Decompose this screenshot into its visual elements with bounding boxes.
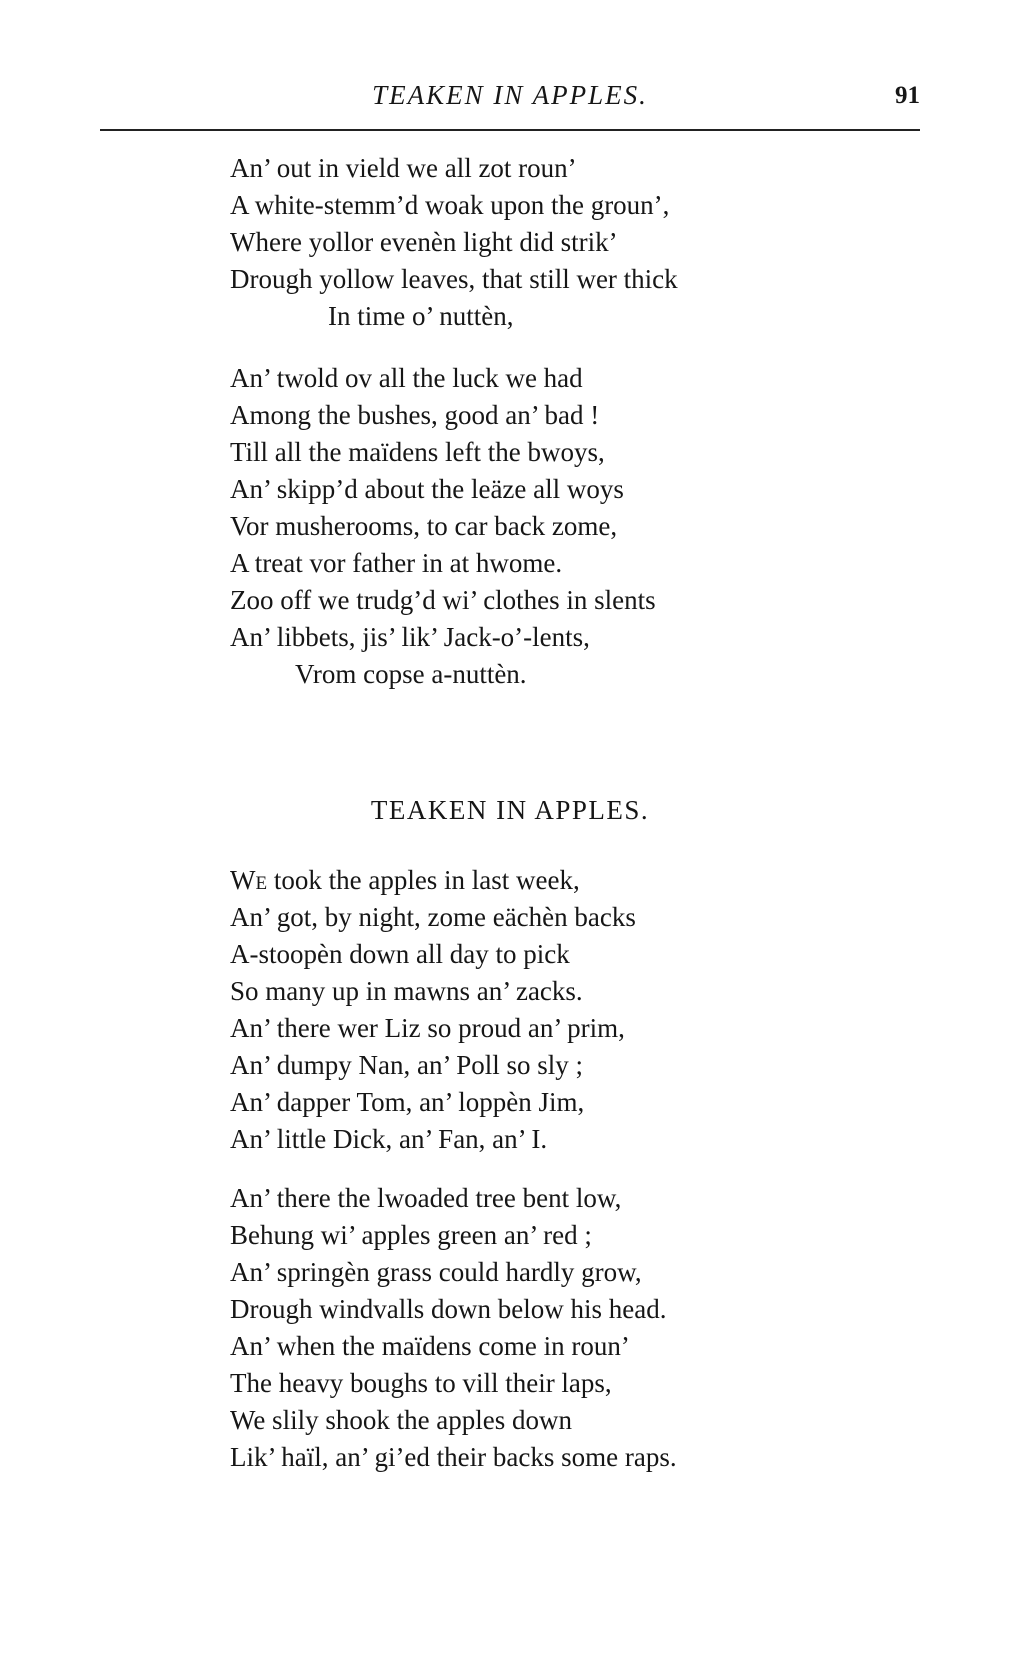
verse-line: Vor musherooms, to car back zome, <box>230 511 618 541</box>
verse-line: An’ libbets, jis’ lik’ Jack-o’-lents, <box>230 622 590 652</box>
header-rule <box>100 129 920 131</box>
verse-line: Zoo off we trudg’d wi’ clothes in slents <box>230 585 656 615</box>
verse-line: An’ got, by night, zome eächèn backs <box>230 902 636 932</box>
page-number: 91 <box>895 82 920 109</box>
first-word: We <box>230 865 268 895</box>
poem-title: TEAKEN IN APPLES. <box>370 795 650 825</box>
verse-line: An’ twold ov all the luck we had <box>230 363 583 393</box>
verse-line: We slily shook the apples down <box>230 1405 573 1435</box>
verse-line: An’ dumpy Nan, an’ Poll so sly ; <box>230 1050 583 1080</box>
verse-line: Behung wi’ apples green an’ red ; <box>230 1220 592 1250</box>
verse-line: An’ dapper Tom, an’ loppèn Jim, <box>230 1087 585 1117</box>
verse-line: An’ skipp’d about the leäze all woys <box>230 474 624 504</box>
poem-stanza-1 <box>230 862 870 1158</box>
previous-poem-stanza-2 <box>230 360 870 693</box>
verse-line: An’ little Dick, an’ Fan, an’ I. <box>230 1124 548 1154</box>
verse-line: Where yollor evenèn light did strik’ <box>230 227 618 257</box>
verse-refrain: In time o’ nuttèn, <box>328 301 514 331</box>
verse-line: Till all the maïdens left the bwoys, <box>230 437 605 467</box>
running-title: TEAKEN IN APPLES. <box>372 80 648 110</box>
verse-line: The heavy boughs to vill their laps, <box>230 1368 612 1398</box>
first-line-rest: took the apples in last week, <box>267 865 580 895</box>
poem-stanza-2 <box>230 1180 870 1476</box>
verse-line-first <box>230 862 870 899</box>
verse-line: Among the bushes, good an’ bad ! <box>230 400 600 430</box>
verse-line: A white-stemm’d woak upon the groun’, <box>230 190 670 220</box>
verse-line: An’ out in vield we all zot roun’ <box>230 153 577 183</box>
verse-line: Lik’ haïl, an’ gi’ed their backs some raps. <box>230 1442 677 1472</box>
verse-line: An’ there wer Liz so proud an’ prim, <box>230 1013 625 1043</box>
verse-line: An’ springèn grass could hardly grow, <box>230 1257 642 1287</box>
previous-poem-stanza-1 <box>230 150 870 335</box>
verse-refrain: Vrom copse a-nuttèn. <box>295 659 527 689</box>
verse-line: Drough yollow leaves, that still wer thick <box>230 264 678 294</box>
verse-line: So many up in mawns an’ zacks. <box>230 976 583 1006</box>
verse-line: A-stoopèn down all day to pick <box>230 939 570 969</box>
verse-line: A treat vor father in at hwome. <box>230 548 563 578</box>
verse-line: An’ when the maïdens come in roun’ <box>230 1331 630 1361</box>
verse-line: An’ there the lwoaded tree bent low, <box>230 1183 622 1213</box>
running-head <box>100 80 920 120</box>
verse-line: Drough windvalls down below his head. <box>230 1294 667 1324</box>
